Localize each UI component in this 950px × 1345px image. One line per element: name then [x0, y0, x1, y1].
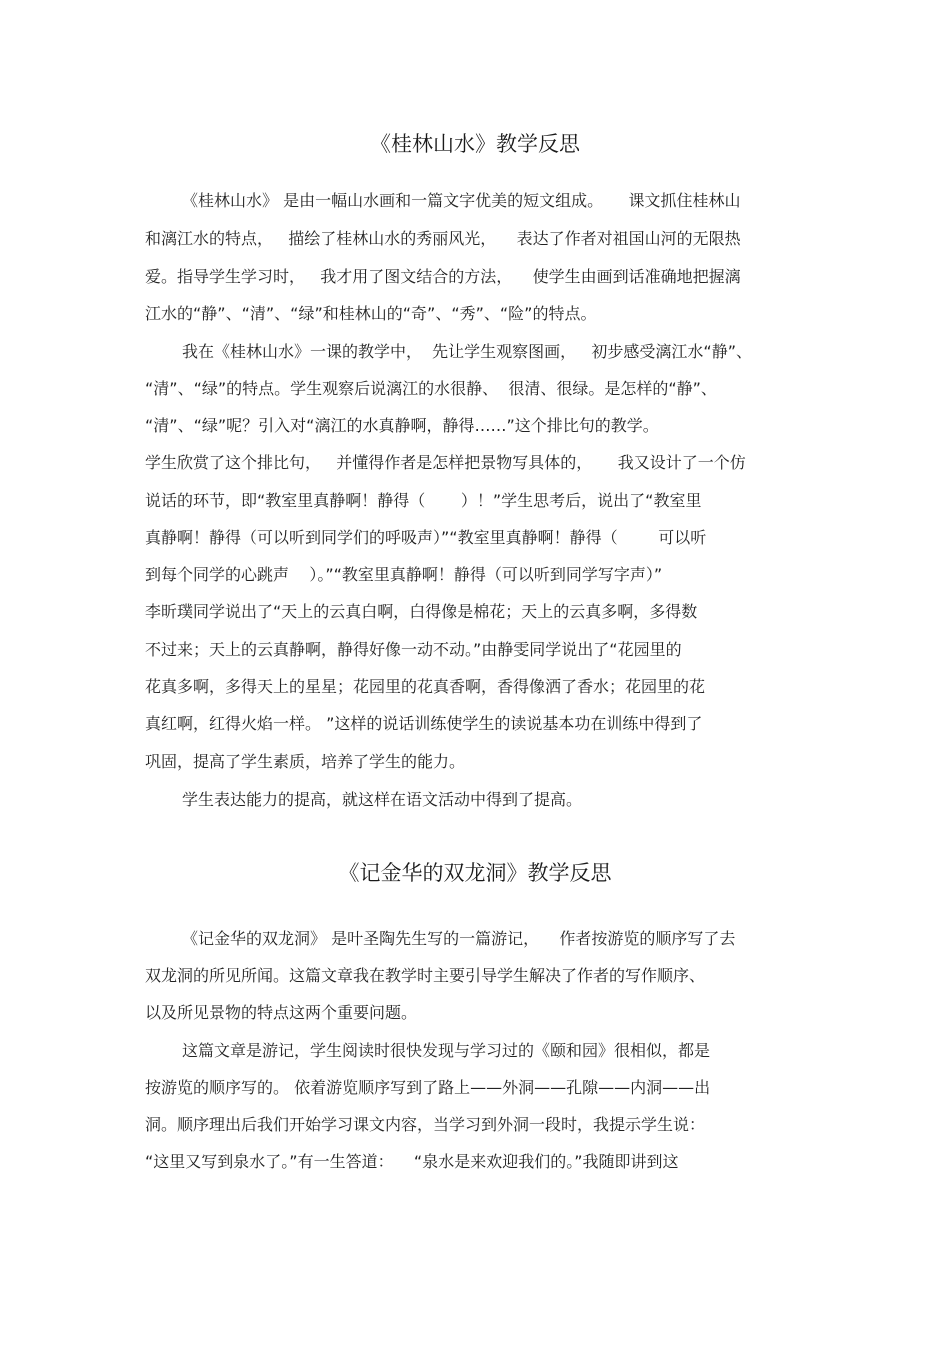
paragraph-line: 《记金华的双龙洞》 是叶圣陶先生写的一篇游记， 作者按游览的顺序写了去 [182, 929, 736, 948]
paragraph-line: “清”、“绿”的特点。学生观察后说漓江的水很静、 很清、很绿。是怎样的“静”、 [145, 379, 717, 398]
paragraph-line: 不过来；天上的云真静啊，静得好像一动不动。”由静雯同学说出了“花园里的 [145, 640, 682, 659]
paragraph-line: 和漓江水的特点， 描绘了桂林山水的秀丽风光， 表达了作者对祖国山河的无限热 [145, 229, 741, 248]
paragraph-line: 学生表达能力的提高，就这样在语文活动中得到了提高。 [182, 790, 583, 809]
section-title-shuanglong: 《记金华的双龙洞》教学反思 [338, 861, 612, 885]
paragraph-line: 花真多啊，多得天上的星星；花园里的花真香啊，香得像洒了香水；花园里的花 [145, 677, 706, 696]
paragraph-line: 说话的环节，即“教室里真静啊！静得（ ）！”学生思考后，说出了“教室里 [145, 491, 702, 510]
paragraph-line: 按游览的顺序写的。 依着游览顺序写到了路上——外洞——孔隙——内洞——出 [145, 1078, 711, 1097]
paragraph-line: 《桂林山水》 是由一幅山水画和一篇文字优美的短文组成。 课文抓住桂林山 [182, 191, 741, 210]
paragraph-line: 真静啊！静得（可以听到同学们的呼吸声）”“教室里真静啊！静得（ 可以听 [145, 528, 707, 547]
paragraph-line: 学生欣赏了这个排比句， 并懂得作者是怎样把景物写具体的， 我又设计了一个仿 [145, 453, 746, 472]
paragraph-line: 以及所见景物的特点这两个重要问题。 [145, 1003, 418, 1022]
paragraph-line: 洞。顺序理出后我们开始学习课文内容，当学习到外洞一段时，我提示学生说： [145, 1115, 706, 1134]
paragraph-line: 爱。指导学生学习时， 我才用了图文结合的方法， 使学生由画到话准确地把握漓 [145, 267, 741, 286]
paragraph-line: 李昕璞同学说出了“天上的云真白啊，白得像是棉花；天上的云真多啊，多得数 [145, 602, 698, 621]
paragraph-line: 这篇文章是游记，学生阅读时很快发现与学习过的《颐和园》很相似，都是 [182, 1041, 711, 1060]
paragraph-line: 巩固，提高了学生素质，培养了学生的能力。 [145, 752, 466, 771]
paragraph-line: 江水的“静”、“清”、“绿”和桂林山的“奇”、“秀”、“险”的特点。 [145, 304, 597, 323]
paragraph-line: “这里又写到泉水了。”有一生答道： “泉水是来欢迎我们的。”我随即讲到这 [145, 1152, 679, 1171]
paragraph-line: 真红啊，红得火焰一样。 ”这样的说话训练使学生的读说基本功在训练中得到了 [145, 714, 703, 733]
section-title-guilin: 《桂林山水》教学反思 [370, 132, 580, 156]
paragraph-line: 双龙洞的所见所闻。这篇文章我在教学时主要引导学生解决了作者的写作顺序、 [145, 966, 706, 985]
paragraph-line: “清”、“绿”呢？引入对“漓江的水真静啊，静得……”这个排比句的教学。 [145, 416, 659, 435]
paragraph-line: 我在《桂林山水》一课的教学中， 先让学生观察图画， 初步感受漓江水“静”、 [182, 342, 753, 361]
paragraph-line: 到每个同学的心跳声 ）。”“教室里真静啊！静得（可以听到同学写字声）” [145, 565, 663, 584]
